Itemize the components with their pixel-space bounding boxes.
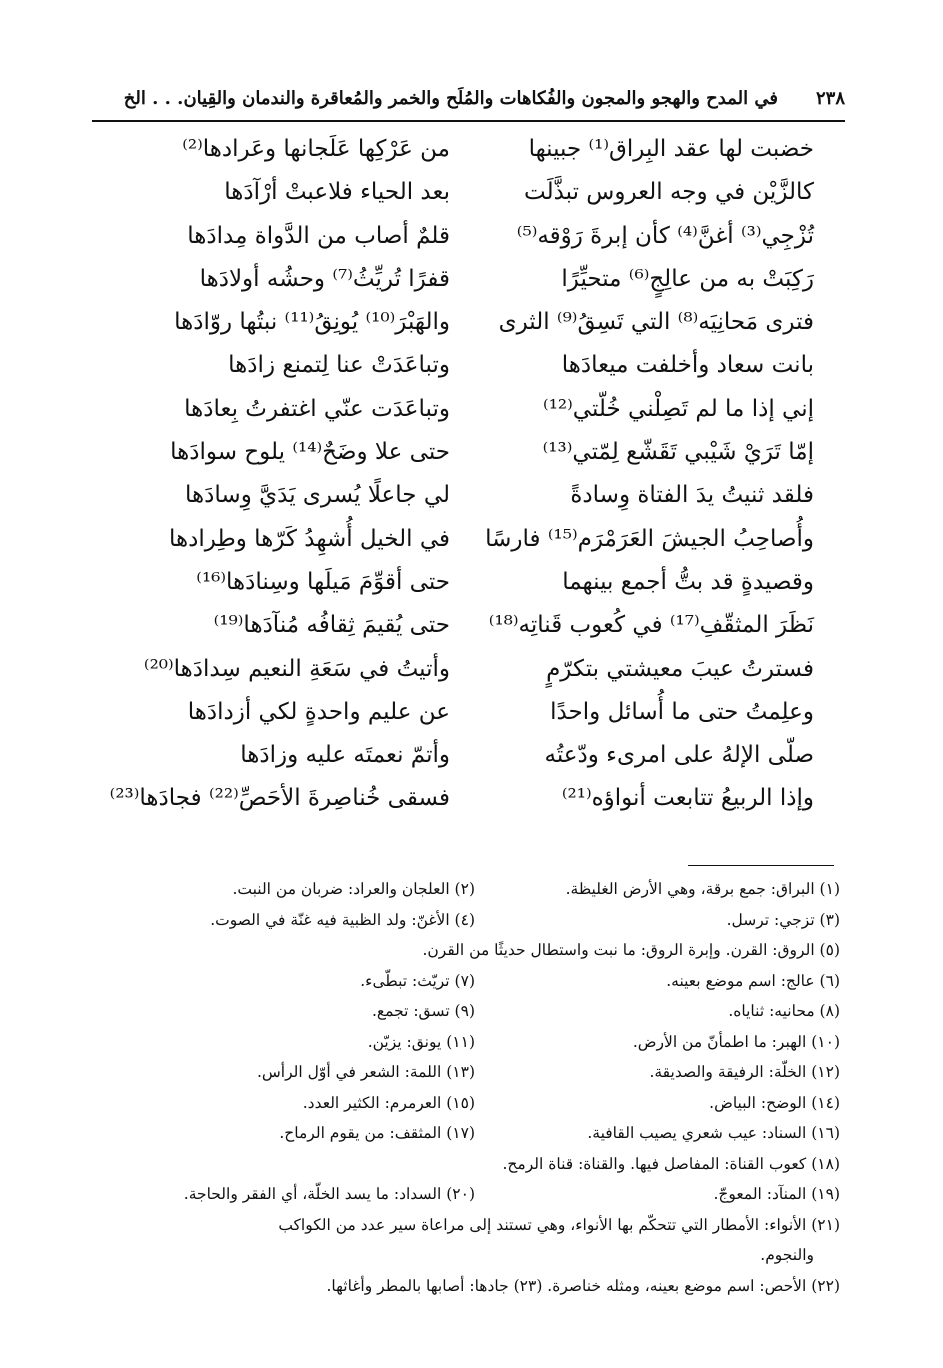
footnote: (١٣) اللمة: الشعر في أوّل الرأس.: [256, 1063, 475, 1081]
verse-first-hemistich: [462, 431, 814, 474]
verse-text: وإذا الربيعُ تتابعت أنواؤه⁽²¹⁾: [561, 785, 814, 812]
verse-text: في الخيل أُشهِدُ كَرّها وطِرادها: [169, 525, 450, 552]
verse-first-hemistich: [462, 215, 814, 258]
verse-second-hemistich: [118, 691, 450, 734]
footnote: (٢) العلجان والعراد: ضربان من النبت.: [232, 880, 475, 898]
footnote: (٨) محانيه: ثناياه.: [728, 1002, 840, 1020]
footnote: (٤) الأغنّ: ولد الظبية فيه غنّة في الصوت.: [210, 910, 475, 929]
verse-text: وقصيدةٍ قد بتُّ أجمع بينهما: [562, 568, 814, 595]
verse-first-hemistich: [462, 258, 814, 301]
verse-text: بانت سعاد وأخلفت ميعادَها: [561, 352, 814, 379]
verse-first-hemistich: [462, 388, 814, 431]
footnote: (١٨) كعوب القناة: المفاصل فيها. والقناة: قناة الرمح.: [502, 1154, 840, 1173]
verse-first-hemistich: [462, 734, 814, 777]
footnote: (١٧) المثقف: من يقوم الرماح.: [279, 1124, 475, 1142]
footnote-row: [100, 966, 840, 997]
footnote-row: [100, 1210, 840, 1241]
footnote: (٥) الروق: القرن. وإبرة الروق: ما نبت واستطال حديثًا من القرن.: [422, 941, 840, 959]
footnote: (٢١) الأنواء: الأمطار التي تتحكّم بها الأنواء، وهي تستند إلى مراعاة سير عدد من الكواكب: [278, 1215, 840, 1234]
verse-first-hemistich: [462, 344, 814, 387]
verse-first-hemistich: [462, 604, 814, 647]
verse-second-hemistich: [118, 301, 450, 344]
verse-second-hemistich: [118, 561, 450, 604]
footnote: (١٤) الوضح: البياض.: [709, 1093, 840, 1112]
footnote-row: [100, 874, 840, 905]
verse-second-hemistich: [109, 777, 450, 820]
verse-first-hemistich: [462, 691, 814, 734]
verse-text: حتى يُقيمَ ثِقافُه مُنآدَها⁽¹⁹⁾: [213, 612, 450, 639]
verse-second-hemistich: [118, 648, 450, 691]
footnote-row: [100, 905, 840, 936]
verse-first-hemistich: [462, 777, 814, 820]
poem-left-column: [109, 128, 450, 821]
page-header: [92, 80, 845, 116]
verse-text: إني إذا ما لم تَصِلْني خُلّتي⁽¹²⁾: [543, 395, 814, 422]
verse-text: فسترتُ عيبَ معيشتي بتكرّمٍ: [546, 655, 814, 682]
verse-second-hemistich: [118, 604, 450, 647]
footnote-separator: [688, 865, 834, 866]
page-number: ٢٣٨: [815, 87, 845, 109]
verse-second-hemistich: [118, 734, 450, 777]
verse-text: من عَرْكِها عَلَجانها وعَرادها⁽²⁾: [182, 136, 450, 162]
verse-text: لي جاعلًا يُسرى يَدَيَّ وِسادَها: [185, 482, 450, 509]
verse-text: حتى علا وضَحٌ⁽¹⁴⁾ يلوح سوادَها: [170, 439, 450, 466]
footnote-row: [100, 996, 840, 1027]
verse-text: خضبت لها عقد البِراق⁽¹⁾ جبينها: [528, 136, 814, 162]
verse-second-hemistich: [118, 344, 450, 387]
footnote-row: [100, 1088, 840, 1119]
footnote: (٦) عالج: اسم موضع بعينه.: [666, 971, 840, 990]
footnote-row: [100, 1179, 840, 1210]
verse-text: وتباعَدَتْ عنا لِتمنع زادَها: [228, 352, 450, 379]
verse-second-hemistich: [118, 171, 450, 214]
footnote-row: [100, 1240, 840, 1271]
verse-text: والهَبْرَ⁽¹⁰⁾ يُونِقُ⁽¹¹⁾ نبتُها روّادَها: [174, 309, 450, 336]
verse-text: بعد الحياء فلاعبتْ أرْآدَها: [224, 179, 450, 206]
verse-second-hemistich: [118, 474, 450, 517]
footnote-row: [100, 1149, 840, 1180]
footnote: (٢٠) السداد: ما يسد الخلّة، أي الفقر والحاجة.: [183, 1185, 475, 1203]
footnote: (٧) تريّث: تبطّىء.: [360, 971, 475, 990]
footnote: (٣) تزجي: ترسل.: [726, 910, 840, 929]
verse-text: فلقد ثنيتُ يدَ الفتاة وِسادةً: [570, 482, 814, 509]
verse-text: حتى أقوِّمَ مَيلَها وسِنادَها⁽¹⁶⁾: [196, 568, 450, 595]
verse-second-hemistich: [118, 128, 450, 171]
footnotes: [100, 874, 840, 1301]
footnote-row: [100, 1027, 840, 1058]
footnote: (١٠) الهبر: ما اطمأنّ من الأرض.: [632, 1032, 840, 1051]
verse-first-hemistich: [462, 561, 814, 604]
footnote: (١٢) الخلّة: الرفيقة والصديقة.: [649, 1063, 840, 1081]
verse-text: وأتيتُ في سَعَةِ النعيم سِدادَها⁽²⁰⁾: [143, 655, 450, 682]
verse-second-hemistich: [118, 518, 450, 561]
footnote: (١٦) السناد: عيب شعري يصيب القافية.: [587, 1124, 840, 1142]
header-rule: [92, 120, 845, 122]
verse-text: تُزْجِي⁽³⁾ أغنَّ⁽⁴⁾ كأن إبرةَ رَوْقه⁽⁵⁾: [516, 222, 814, 249]
footnote: (١٩) المنآد: المعوجّ.: [713, 1185, 840, 1203]
verse-second-hemistich: [118, 388, 450, 431]
footnote-continuation: والنجوم.: [760, 1246, 814, 1264]
footnote-row: [100, 1057, 840, 1088]
verse-text: نَظَرَ المثقّفِ⁽¹⁷⁾ في كُعوب قَناتِه⁽¹⁸⁾: [488, 612, 814, 639]
verse-first-hemistich: [462, 171, 814, 214]
verse-text: قلمٌ أصاب من الدَّواة مِدادَها: [187, 222, 450, 249]
verse-text: صلّى الإلهُ على امرىء ودّعتُه: [544, 742, 814, 769]
verse-text: وتباعَدَت عنّي اغتفرتُ بِعادَها: [184, 395, 450, 422]
verse-text: عن عليم واحدةٍ لكي أزدادَها: [187, 698, 450, 725]
verse-text: وأتمّ نعمتَه عليه وزادَها: [240, 742, 450, 769]
footnote: (١٥) العرمرم: الكثير العدد.: [302, 1093, 475, 1112]
footnote: (١١) يونق: يزيّن.: [367, 1032, 475, 1051]
verse-second-hemistich: [118, 431, 450, 474]
verse-text: وأُصاحِبُ الجيشَ العَرَمْرَم⁽¹⁵⁾ فارسًا: [485, 525, 814, 552]
verse-first-hemistich: [462, 518, 814, 561]
verse-second-hemistich: [118, 258, 450, 301]
verse-first-hemistich: [462, 301, 814, 344]
verse-text: كالزَّيْن في وجه العروس تبذَّلَت: [523, 179, 814, 206]
footnote-row: [100, 1118, 840, 1149]
running-title: في المدح والهجو والمجون والفُكاهات والمُلَح والخمر والمُعاقرة والندمان والقِيان. . . الخ: [123, 87, 778, 109]
footnote: (١) البراق: جمع برقة، وهي الأرض الغليظة.: [565, 880, 840, 898]
verse-text: إمّا تَرَيْ شَيْبي تَقَشّع لِمّتي⁽¹³⁾: [542, 439, 814, 466]
footnote-row: [100, 935, 840, 966]
verse-first-hemistich: [462, 474, 814, 517]
verse-first-hemistich: [462, 128, 814, 171]
poem-right-column: [462, 128, 814, 821]
footnote-row: [100, 1271, 840, 1302]
verse-text: رَكِبَتْ به من عالِجٍ⁽⁶⁾ متحيِّرًا: [561, 265, 814, 292]
verse-text: قفرًا تُريِّثُ⁽⁷⁾ وحشُه أولادَها: [199, 265, 450, 292]
verse-text: فترى مَحانِيَه⁽⁸⁾ التي تَسِقُ⁽⁹⁾ الثرى: [498, 309, 814, 336]
footnote: (٩) تسق: تجمع.: [371, 1002, 475, 1020]
verse-text: فسقى خُناصِرةَ الأحَصِّ⁽²²⁾ فجادَها⁽²³⁾: [109, 785, 450, 812]
verse-text: وعلِمتُ حتى ما أُسائل واحدًا: [550, 698, 814, 725]
verse-first-hemistich: [462, 648, 814, 691]
footnote: (٢٢) الأحص: اسم موضع بعينه، ومثله خناصرة. (٢٣) جادها: أصابها بالمطر وأغاثها.: [326, 1276, 840, 1295]
verse-second-hemistich: [118, 215, 450, 258]
